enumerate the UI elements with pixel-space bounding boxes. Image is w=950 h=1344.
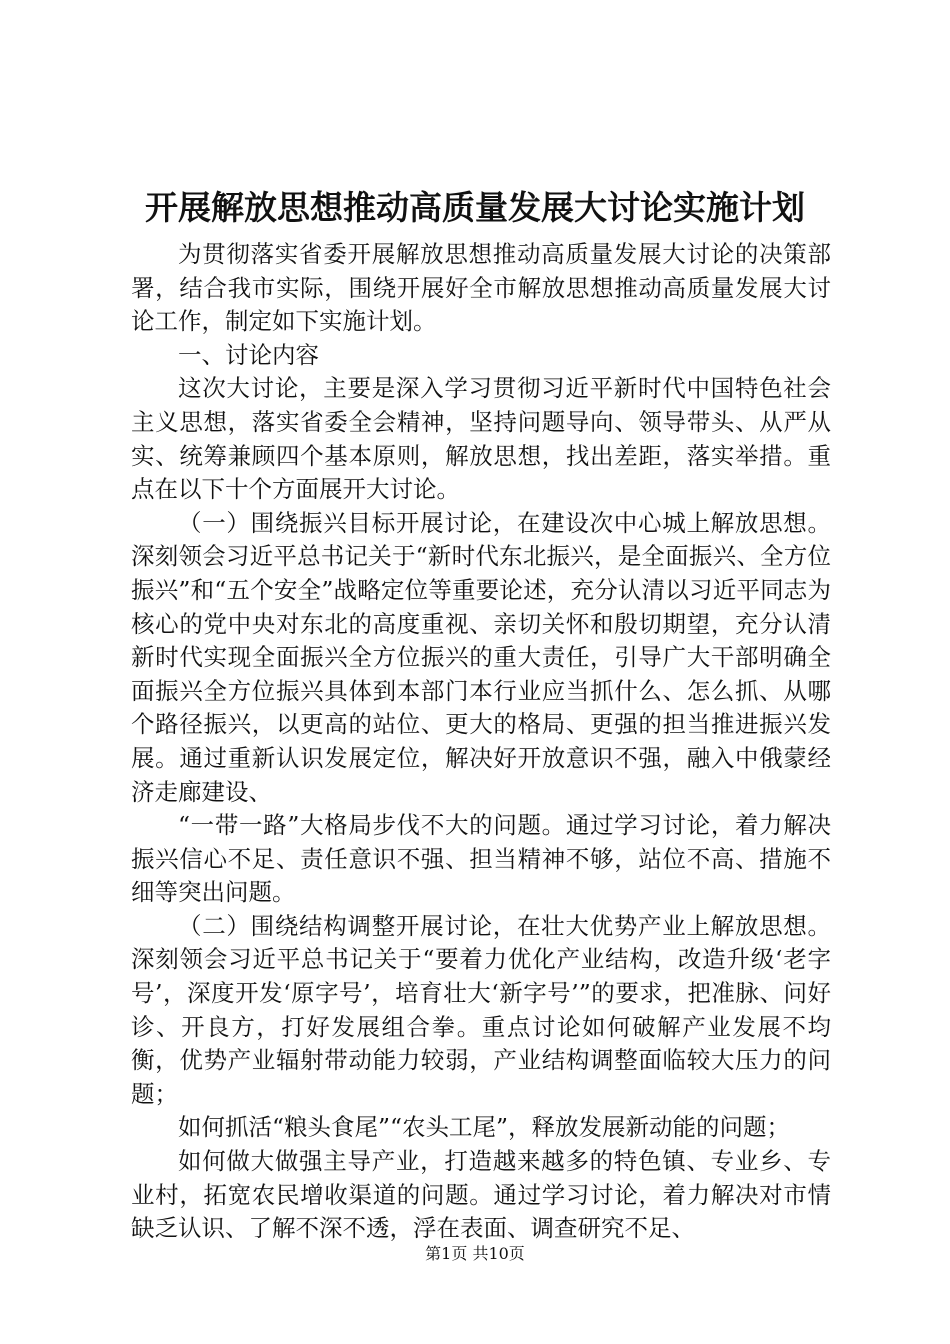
paragraph-intro: 为贯彻落实省委开展解放思想推动高质量发展大讨论的决策部署，结合我市实际，围绕开展好全市解放思想推动高质量发展大讨论工作，制定如下实施计划。 [131, 240, 831, 336]
document-title: 开展解放思想推动高质量发展大讨论实施计划 [145, 188, 805, 227]
paragraph-item-2-question-b: 如何做大做强主导产业，打造越来越多的特色镇、专业乡、专业村，拓宽农民增收渠道的问题。通过学习讨论，着力解决对市情缺乏认识、了解不深不透，浮在表面、调查研究不足、 [131, 1147, 831, 1243]
paragraph-item-2-question-a: 如何抓活“粮头食尾”“农头工尾”，释放发展新动能的问题； [178, 1113, 791, 1142]
paragraph-item-1-continued: “一带一路”大格局步伐不大的问题。通过学习讨论，着力解决振兴信心不足、责任意识不强、担当精神不够，站位不高、措施不细等突出问题。 [131, 811, 831, 907]
paragraph-item-1: （一）围绕振兴目标开展讨论，在建设次中心城上解放思想。深刻领会习近平总书记关于“新时代东北振兴，是全面振兴、全方位振兴”和“五个安全”战略定位等重要论述，充分认清以习近平同志为核心的党中央对东北的高度重视、亲切关怀和殷切期望，充分认清新时代实现全面振兴全方位振兴的重大责任，引导广大干部明确全面振兴全方位振兴具体到本部门本行业应当抓什么、怎么抓、从哪个路径振兴，以更高的站位、更大的格局、更强的担当推进振兴发展。通过重新认识发展定位，解决好开放意识不强，融入中俄蒙经济走廊建设、 [131, 508, 831, 806]
page-number-footer: 第1页 共10页 [425, 1244, 525, 1263]
paragraph-overview: 这次大讨论，主要是深入学习贯彻习近平新时代中国特色社会主义思想，落实省委全会精神，坚持问题导向、领导带头、从严从实、统筹兼顾四个基本原则，解放思想，找出差距，落实举措。重点在以下十个方面展开大讨论。 [131, 374, 831, 504]
paragraph-item-2: （二）围绕结构调整开展讨论，在壮大优势产业上解放思想。深刻领会习近平总书记关于“要着力优化产业结构，改造升级‘老字号’，深度开发‘原字号’，培育壮大‘新字号’”的要求，把准脉、问好诊、开良方，打好发展组合拳。重点讨论如何破解产业发展不均衡，优势产业辐射带动能力较弱，产业结构调整面临较大压力的问题； [131, 911, 831, 1108]
document-body [131, 238, 831, 1246]
section-heading-discussion-content: 一、讨论内容 [178, 340, 319, 369]
